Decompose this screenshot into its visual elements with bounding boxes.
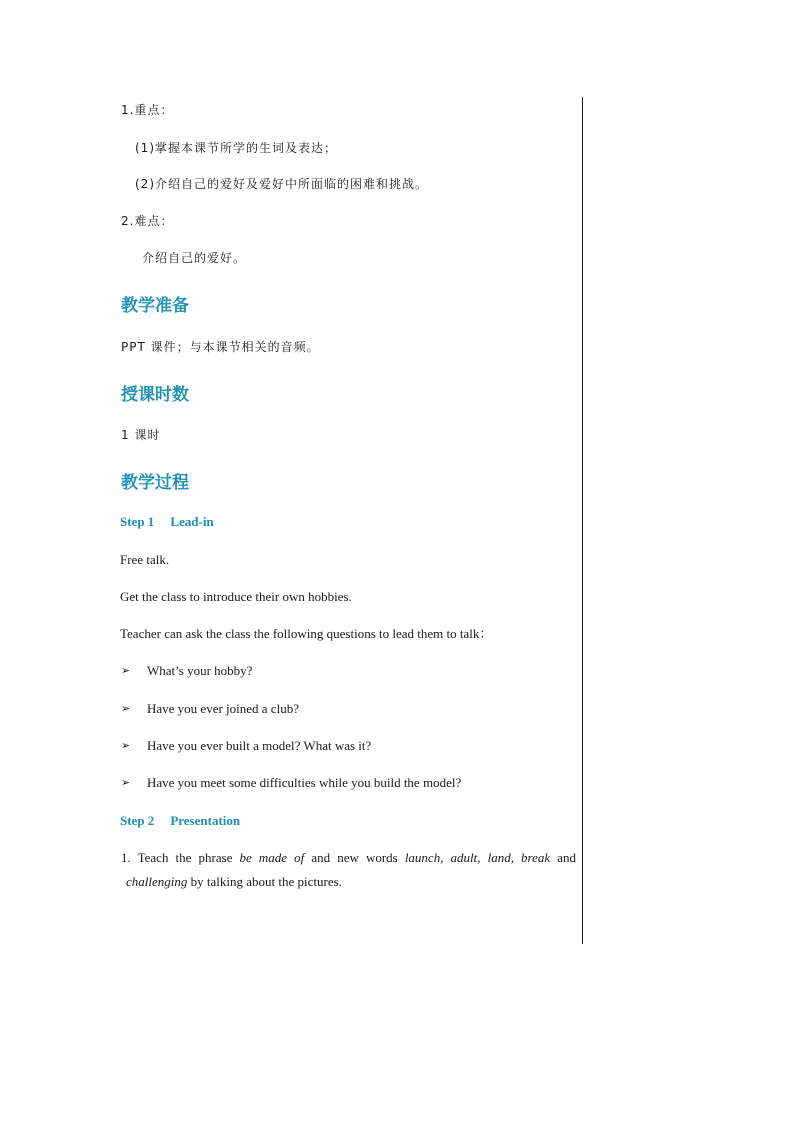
- bullet-item-2: Have you ever joined a club?: [147, 701, 299, 716]
- step2-item-1-text-d: by talking about the pictures.: [190, 874, 342, 889]
- step2-heading: [120, 813, 240, 829]
- step1-line-1: Free talk.: [120, 552, 170, 567]
- difficult-points-label: 2.难点：: [121, 214, 174, 228]
- hours-heading: 授课时数: [121, 385, 189, 405]
- step2-number: Step 2: [120, 813, 155, 828]
- key-point-2: (2)介绍自己的爱好及爱好中所面临的困难和挑战。: [135, 177, 428, 191]
- step2-item-1-number: 1.: [121, 850, 131, 865]
- preparation-text: PPT 课件；与本课节相关的音频。: [121, 340, 320, 354]
- hours-text: 1 课时: [121, 428, 161, 442]
- preparation-heading: 教学准备: [121, 296, 189, 316]
- step2-item-1-line-1: [121, 850, 576, 866]
- step1-title: Lead-in: [170, 514, 214, 529]
- arrow-bullet-icon: ➢: [121, 777, 131, 789]
- bullet-item-1: What’s your hobby?: [147, 663, 253, 678]
- arrow-bullet-icon: ➢: [121, 665, 131, 677]
- step1-number: Step 1: [120, 514, 155, 529]
- step2-item-1-text-b: and new words: [311, 850, 398, 865]
- step2-item-1-phrase: be made of: [239, 850, 305, 865]
- process-heading: 教学过程: [121, 473, 189, 493]
- arrow-bullet-icon: ➢: [121, 703, 131, 715]
- step2-item-1-text-c: and: [557, 850, 577, 865]
- step2-title: Presentation: [170, 813, 241, 828]
- page-right-border: [582, 97, 583, 944]
- step2-item-1-text-a: Teach the phrase: [137, 850, 233, 865]
- key-points-label: 1.重点：: [121, 103, 174, 117]
- step2-item-1-line-2: [126, 874, 342, 890]
- arrow-bullet-icon: ➢: [121, 740, 131, 752]
- bullet-item-4: Have you meet some difficulties while you build the model?: [147, 775, 462, 790]
- step2-item-1-word-last: challenging: [126, 874, 188, 889]
- key-point-1: (1)掌握本课节所学的生词及表达；: [135, 141, 337, 155]
- bullet-item-3: Have you ever built a model? What was it?: [147, 738, 372, 753]
- step1-line-3: Teacher can ask the class the following questions to lead them to talk：: [120, 626, 493, 641]
- step1-line-2: Get the class to introduce their own hobbies.: [120, 589, 352, 604]
- step2-item-1-words: launch, adult, land, break: [404, 850, 551, 865]
- step1-heading: [120, 514, 214, 530]
- difficult-point-1: 介绍自己的爱好。: [142, 251, 247, 265]
